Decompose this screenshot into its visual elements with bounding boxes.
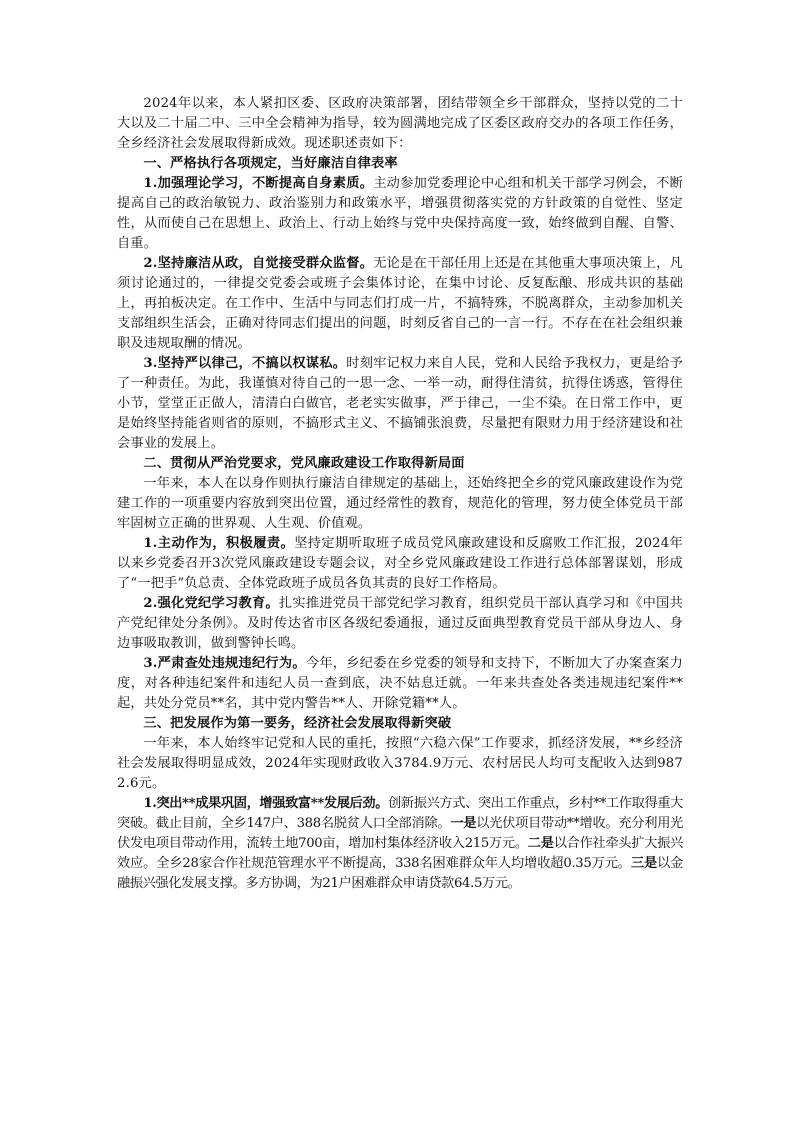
- item-lead: 1.突出**成果巩固，增强致富**发展后劲。: [143, 796, 389, 811]
- section-1-item-3: [117, 354, 683, 454]
- section-3-heading: 三、把发展作为第一要务，经济社会发展取得新突破: [143, 716, 452, 731]
- section-3-item-1: [117, 794, 683, 894]
- section-1-item-1: [117, 174, 683, 254]
- marker-second: 二是: [527, 836, 554, 851]
- marker-second-text: 以合作社牵头扩大振兴效应。全乡28家合作社规范管理水平不断提高，338名困难群众年人均增收超0.35万元。: [117, 836, 683, 871]
- section-1-item-2: [117, 254, 683, 354]
- section-2-item-3: [117, 654, 683, 714]
- section-2-intro: 一年来，本人在以身作则执行廉洁自律规定的基础上，还始终把全乡的党风廉政建设作为党建工作的一项重要内容放到突出位置，通过经常性的教育，规范化的管理，努力使全体党员干部牢固树立正确的世界观、人生观、价值观。: [117, 476, 683, 531]
- item-body: 坚持定期听取班子成员党风廉政建设和反腐败工作汇报，2024年以来乡党委召开3次党风廉政建设专题会议，对全乡党风廉政建设工作进行总体部署谋划，形成了“一把手”负总责、全体党政班子成员各负其责的良好工作格局。: [117, 536, 684, 591]
- item-body: 扎实推进党员干部党纪学习教育，组织党员干部认真学习和《中国共产党纪律处分条例》。及时传达省市区各级纪委通报，通过反面典型教育党员干部从身边人、身边事吸取教训，做到警钟长鸣。: [117, 596, 684, 651]
- item-lead: 2.强化党纪学习教育。: [143, 596, 279, 611]
- item-lead: 1.主动作为，积极履责。: [143, 536, 295, 551]
- item-lead: 1.加强理论学习，不断提高自身素质。: [143, 176, 374, 191]
- marker-first-text: 以光伏项目带动**增收。充分利用光伏发电项目带动作用，流转土地700亩，增加村集体经济收入215万元。: [117, 816, 683, 851]
- section-2-item-1: [117, 534, 683, 594]
- item-body: 今年，乡纪委在乡党委的领导和支持下，不断加大了办案查案力度，对各种违纪案件和违纪人员一查到底，决不姑息迁就。一年来共查处各类违规违纪案件**起，共处分党员**名，其中党内警告**人、开除党籍**人。: [117, 656, 683, 711]
- marker-third-text: 以金融振兴强化发展支撑。多方协调，为21户困难群众申请贷款64.5万元。: [117, 856, 683, 891]
- item-body: 无论是在干部任用上还是在其他重大事项决策上，凡须讨论通过的，一律提交党委会或班子会集体讨论，在集中讨论、反复酝酿、形成共识的基础上，再拍板决定。在工作中、生活中与同志们打成一片，不搞特殊，不脱离群众，主动参加机关支部组织生活会，正确对待同志们提出的问题，时刻反省自己的一言一行。不存在在社会组织兼职及违规取酬的情况。: [117, 256, 683, 351]
- intro-paragraph: 2024年以来，本人紧扣区委、区政府决策部署，团结带领全乡干部群众，坚持以党的二十大以及二十届二中、三中全会精神为指导，较为圆满地完成了区委区政府交办的各项工作任务，全乡经济社会发展取得新成效。现述职述责如下：: [117, 96, 683, 151]
- section-3-intro: 一年来，本人始终牢记党和人民的重托，按照“六稳六保”工作要求，抓经济发展，**乡经济社会发展取得明显成效，2024年实现财政收入3784.9万元、农村居民人均可支配收入达到9872.6元。: [117, 736, 683, 791]
- document-page: [117, 94, 683, 894]
- item-lead: 3.严肃查处违规违纪行为。: [143, 656, 306, 671]
- item-lead: 3.坚持严以律己，不搞以权谋私。: [143, 356, 347, 371]
- marker-third: 三是: [630, 856, 658, 871]
- section-1-heading: 一、严格执行各项规定，当好廉洁自律表率: [143, 156, 398, 171]
- marker-first: 一是: [450, 816, 477, 831]
- section-2-heading: 二、贯彻从严治党要求，党风廉政建设工作取得新局面: [143, 456, 465, 471]
- section-2-item-2: [117, 594, 683, 654]
- item-body: 创新振兴方式、突出工作重点，乡村**工作取得重大突破。截止目前，全乡147户、388名脱贫人口全部消除。: [117, 796, 683, 831]
- item-body: 时刻牢记权力来自人民，党和人民给予我权力，更是给予了一种责任。为此，我谨慎对待自己的一思一念、一举一动，耐得住清贫，抗得住诱惑，管得住小节，堂堂正正做人，清清白白做官，老老实实做事，严于律己，一尘不染。在日常工作中，更是始终坚持能省则省的原则，不搞形式主义、不搞铺张浪费，尽量把有限财力用于经济建设和社会事业的发展上。: [117, 356, 683, 451]
- item-body: 主动参加党委理论中心组和机关干部学习例会，不断提高自己的政治敏锐力、政治鉴别力和政策水平，增强贯彻落实党的方针政策的自觉性、坚定性，从而使自己在思想上、政治上、行动上始终与党中央保持高度一致，始终做到自醒、自警、自重。: [117, 176, 683, 251]
- item-lead: 2.坚持廉洁从政，自觉接受群众监督。: [143, 256, 374, 271]
